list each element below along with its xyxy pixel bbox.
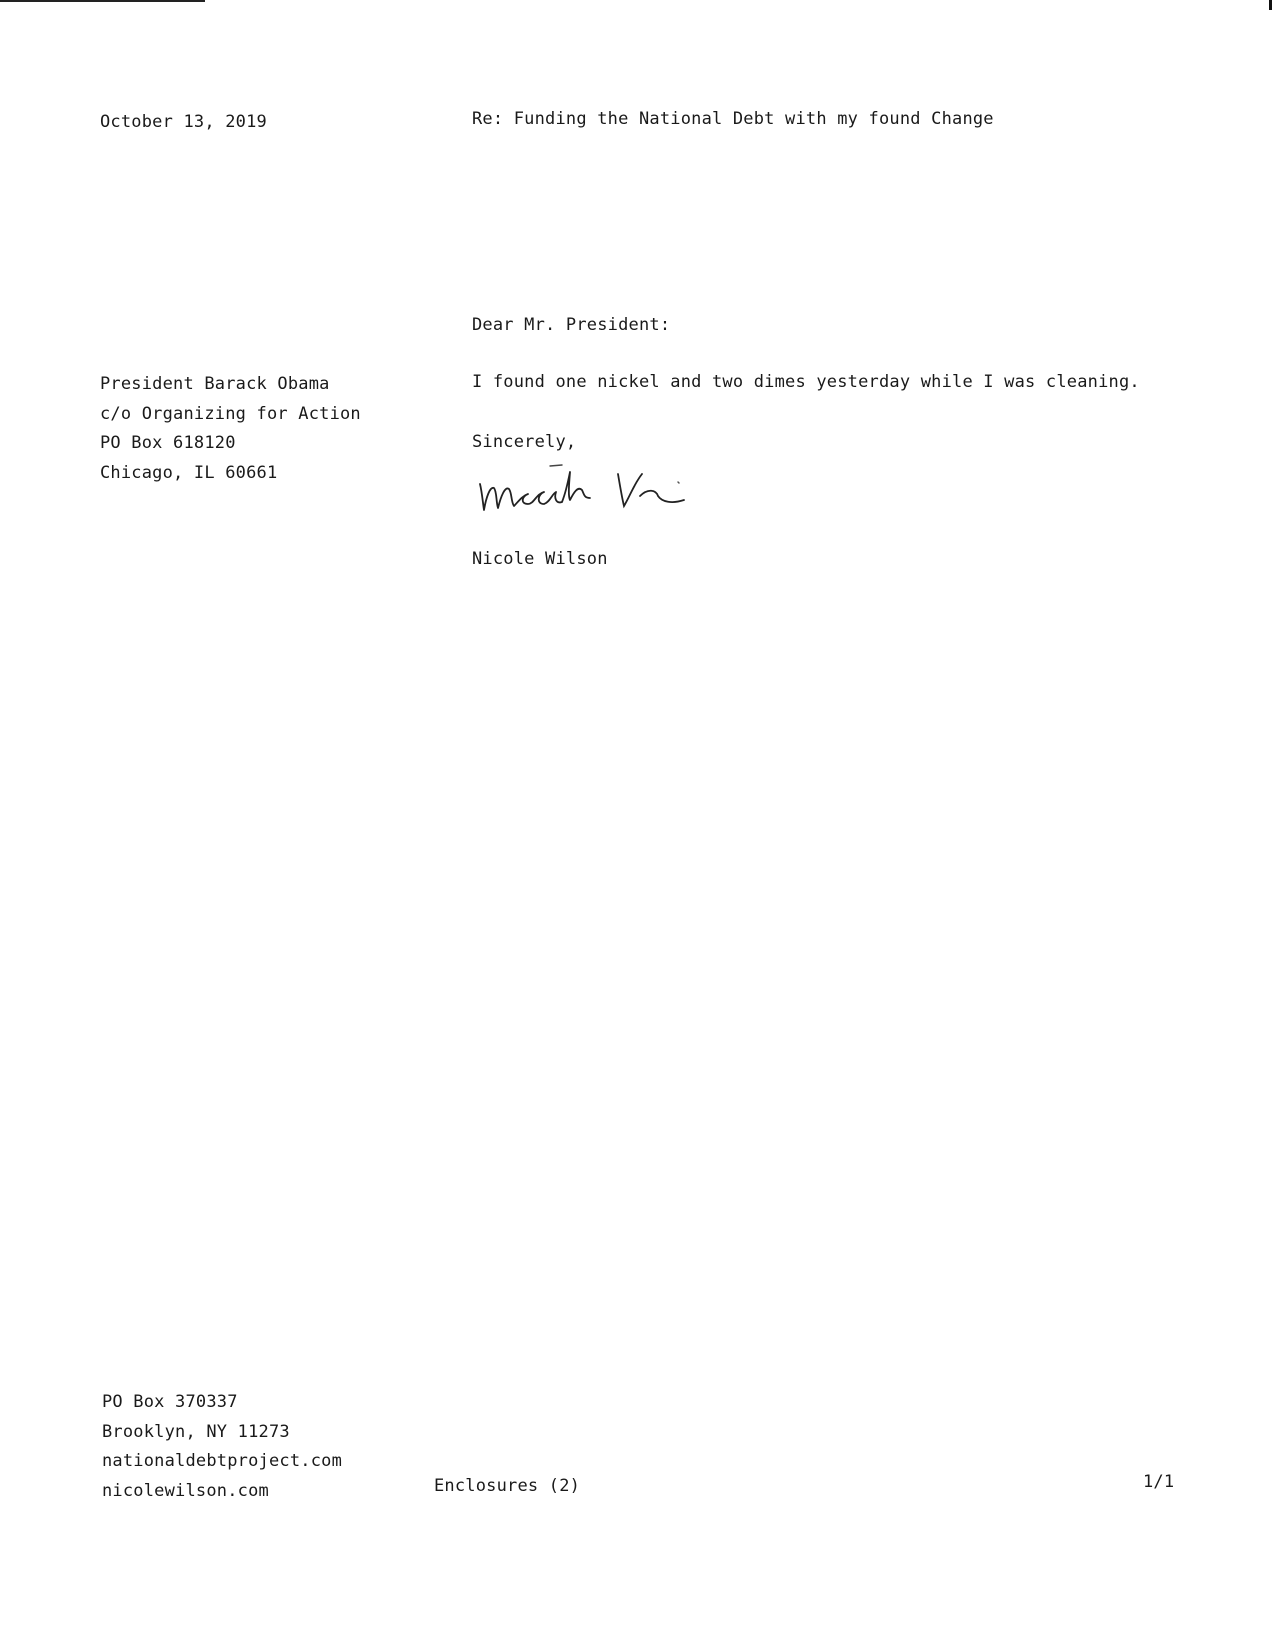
return-address-line: PO Box 370337 xyxy=(102,1392,238,1412)
letter-closing: Sincerely, xyxy=(472,432,577,452)
return-address-line: nationaldebtproject.com xyxy=(102,1451,343,1471)
handwritten-signature xyxy=(472,452,742,522)
recipient-line: President Barack Obama xyxy=(100,374,330,394)
letter-salutation: Dear Mr. President: xyxy=(472,315,671,335)
scan-edge-line xyxy=(0,0,205,2)
recipient-line: Chicago, IL 60661 xyxy=(100,462,278,483)
signer-name: Nicole Wilson xyxy=(472,549,608,569)
return-address-line: nicolewilson.com xyxy=(102,1480,269,1501)
letter-date: October 13, 2019 xyxy=(100,112,267,132)
recipient-address xyxy=(100,370,361,488)
letter-body: I found one nickel and two dimes yesterday while I was cleaning. xyxy=(472,372,1140,392)
letter-subject: Re: Funding the National Debt with my found Change xyxy=(472,109,994,129)
page-number: 1/1 xyxy=(1143,1472,1175,1492)
return-address-line: Brooklyn, NY 11273 xyxy=(102,1421,290,1442)
recipient-line: PO Box 618120 xyxy=(100,433,236,453)
recipient-line: c/o Organizing for Action xyxy=(100,403,361,424)
enclosures-note: Enclosures (2) xyxy=(434,1476,581,1496)
return-address xyxy=(102,1388,342,1506)
